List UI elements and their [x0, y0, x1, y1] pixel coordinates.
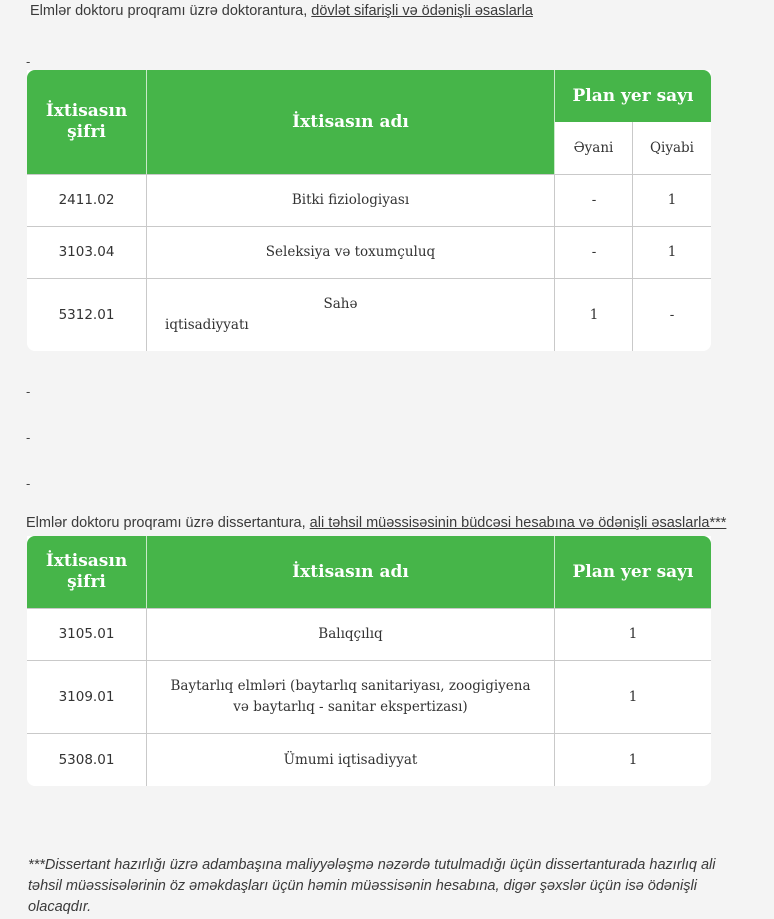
header-plan: Plan yer sayı	[572, 561, 694, 582]
header-name: İxtisasın adı	[292, 561, 409, 582]
row-name	[147, 279, 554, 351]
table-row	[27, 278, 711, 351]
row-plan: 1	[628, 751, 638, 768]
header-plan: Plan yer sayı	[572, 85, 694, 106]
footnote: ***Dissertant hazırlığı üzrə adambaşına maliyyələşmə nəzərdə tutulmadığı üçün dissertanturada hazırlıq ali təhsil müəssisələrinin öz əməkdaşları üçün həmin müəssisənin hesabına, digər şəxslər üçün isə ödənişli olacaqdır.	[28, 857, 716, 915]
header-code: İxtisasın şifri	[45, 101, 128, 142]
row-name-line2: iqtisadiyyatı	[165, 317, 249, 333]
row-code: 5312.01	[58, 306, 115, 323]
section1-heading	[30, 3, 533, 19]
header-name: İxtisasın adı	[292, 111, 409, 132]
row-code: 2411.02	[58, 192, 115, 208]
row-name-line1: Baytarlıq elmləri (baytarlıq sanitariyası, zoogigiyena	[170, 678, 531, 694]
row-full: 1	[589, 306, 599, 323]
row-full: -	[591, 244, 597, 260]
row-name: Bitki fiziologiyası	[291, 192, 410, 208]
separator-dash: -	[26, 430, 31, 445]
table-header	[27, 70, 711, 174]
row-part: 1	[667, 192, 677, 208]
row-name	[147, 661, 554, 733]
row-code: 3103.04	[58, 244, 115, 260]
table-row	[27, 608, 711, 660]
section1-heading-link[interactable]: dövlət sifarişli və ödənişli əsaslarla	[311, 3, 533, 19]
row-part: 1	[667, 244, 677, 260]
row-name: Ümumi iqtisadiyyat	[283, 751, 418, 768]
row-full: -	[591, 192, 597, 208]
table-row	[27, 226, 711, 278]
row-part: -	[669, 306, 675, 323]
section1-heading-text: Elmlər doktoru proqramı üzrə doktorantura,	[30, 3, 312, 19]
header-code: İxtisasın şifri	[45, 551, 128, 592]
table-header	[27, 536, 711, 608]
table-row	[27, 660, 711, 733]
header-part-time: Qiyabi	[633, 122, 711, 174]
dissertation-table	[27, 536, 711, 786]
table-row	[27, 733, 711, 786]
row-name-line2: və baytarlıq - sanitar ekspertizası)	[233, 699, 468, 715]
table-row	[27, 174, 711, 226]
doctorate-table	[27, 70, 711, 351]
row-code: 5308.01	[58, 751, 115, 768]
separator-dash: -	[26, 384, 31, 399]
separator-dash: -	[26, 476, 31, 491]
section2-heading-link[interactable]: ali təhsil müəssisəsinin büdcəsi hesabına və ödənişli əsaslarla***	[309, 515, 727, 531]
separator-dash: -	[26, 54, 31, 69]
row-name: Balıqçılıq	[318, 626, 383, 642]
row-code: 3105.01	[58, 626, 115, 642]
row-plan: 1	[628, 688, 638, 705]
row-name-line1: Sahə	[323, 296, 358, 312]
row-plan: 1	[628, 626, 638, 642]
header-full-time: Əyani	[555, 122, 633, 174]
row-name: Seleksiya və toxumçuluq	[265, 244, 436, 260]
section2-heading-text: Elmlər doktoru proqramı üzrə dissertantura,	[26, 515, 310, 531]
row-code: 3109.01	[58, 688, 115, 705]
section2-heading	[26, 515, 726, 531]
